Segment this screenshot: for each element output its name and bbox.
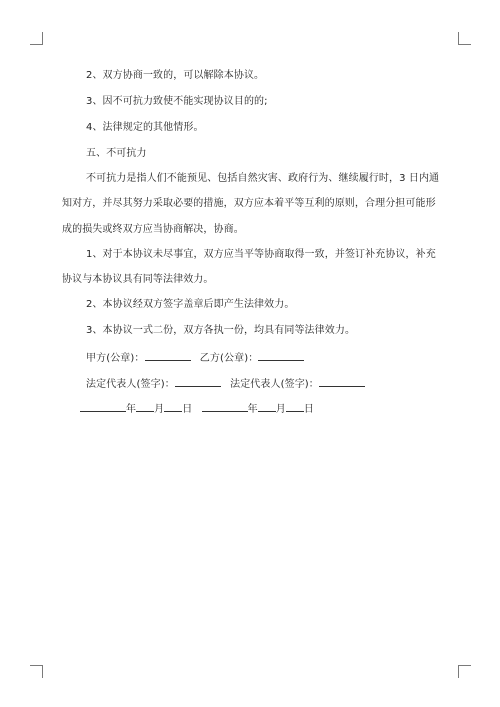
rep-a-label: 法定代表人(签字)： [86,379,175,390]
year-a-blank[interactable] [80,400,126,412]
crop-mark-top-left [30,32,43,45]
rep-a-blank[interactable] [175,375,221,387]
clause-4-text: 4、法律规定的其他情形。 [86,122,204,133]
rep-b-label: 法定代表人(签字)： [230,379,319,390]
rep-b-blank[interactable] [319,375,365,387]
paragraph-line: 不可抗力是指人们不能预见、包括自然灾害、政府行为、继续履行时，3 日内通 [86,173,440,184]
party-a-blank[interactable] [145,349,191,361]
date-row [80,400,314,417]
month-a-blank[interactable] [136,400,154,412]
paragraph-line: 2、本协议经双方签字盖章后即产生法律效力。 [86,299,295,310]
month-b-blank[interactable] [258,400,276,412]
paragraph-line: 协议与本协议具有同等法律效力。 [62,274,214,285]
paragraph-line: 成的损失或终双方应当协商解决，协商。 [62,224,244,235]
party-a-label: 甲方(公章)： [86,353,145,364]
day-label: 日 [182,404,193,415]
day-b-blank[interactable] [286,400,304,412]
month-label: 月 [154,404,165,415]
crop-mark-bottom-right [458,665,471,678]
party-b-blank[interactable] [258,349,304,361]
clause-2-text: 2、双方协商一致的，可以解除本协议。 [86,70,265,81]
clause-3-text: 3、因不可抗力致使不能实现协议目的的; [86,96,268,107]
day-a-blank[interactable] [164,400,182,412]
month-label: 月 [275,404,286,415]
party-seal-row [86,349,304,366]
day-label: 日 [303,404,314,415]
party-b-label: 乙方(公章)： [199,353,259,364]
year-b-blank[interactable] [202,400,248,412]
year-label: 年 [126,404,137,415]
paragraph-line: 3、本协议一式二份，双方各执一份，均具有同等法律效力。 [86,325,356,336]
paragraph-line: 1、对于本协议未尽事宜，双方应当平等协商取得一致，并签订补充协议，补充 [86,249,436,260]
representative-row [86,375,365,392]
section-heading-force-majeure: 五、不可抗力 [86,148,147,159]
year-label: 年 [247,404,258,415]
crop-mark-top-right [458,32,471,45]
paragraph-line: 知对方，并尽其努力采取必要的措施，双方应本着平等互利的原则，合理分担可能形 [62,198,436,209]
crop-mark-bottom-left [30,665,43,678]
